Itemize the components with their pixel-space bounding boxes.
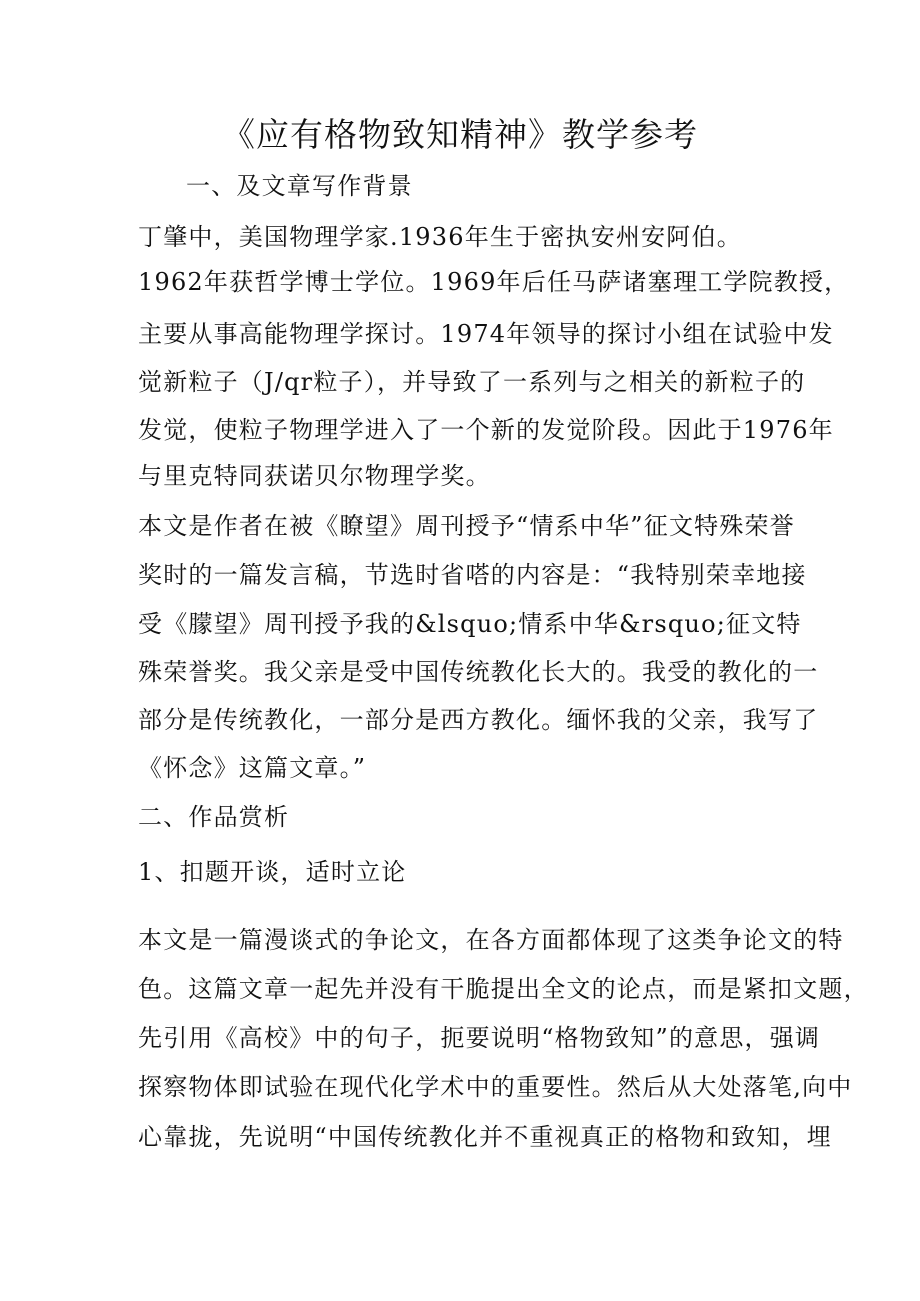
paragraph-line: 1962年获哲学博士学位。1969年后任马萨诸塞理工学院教授， (138, 268, 850, 296)
paragraph-line: 与里克特同获诺贝尔物理学奖。 (138, 462, 491, 490)
paragraph-line: 《怀念》这篇文章。” (138, 754, 367, 782)
paragraph-line: 受《朦望》周刊授予我的&lsquo;情系中华&rsquo;征文特 (138, 610, 802, 638)
paragraph-line: 奖时的一篇发言稿，节选时省嗒的内容是：“我特别荣幸地接 (138, 561, 807, 589)
paragraph-line: 本文是作者在被《瞭望》周刊授予“情系中华”征文特殊荣誉 (138, 512, 795, 540)
section-heading-background: 一、及文章写作背景 (186, 172, 413, 200)
paragraph-line: 探察物体即试验在现代化学术中的重要性。然后从大处落笔,向中 (138, 1073, 853, 1101)
paragraph-line: 殊荣誉奖。我父亲是受中国传统教化长大的。我受的教化的一 (138, 658, 819, 686)
paragraph-line: 先引用《高校》中的句子，扼要说明“格物致知”的意思，强调 (138, 1024, 821, 1052)
paragraph-line: 丁肇中，美国物理学家.1936年生于密执安州安阿伯。 (138, 223, 742, 251)
paragraph-line: 色。这篇文章一起先并没有干脆提出全文的论点，而是紧扣文题， (138, 975, 869, 1003)
section-heading-analysis: 二、作品赏析 (138, 803, 290, 831)
paragraph-line: 觉新粒子（J/qr粒子），并导致了一系列与之相关的新粒子的 (138, 368, 806, 396)
paragraph-line: 发觉，使粒子物理学进入了一个新的发觉阶段。因此于1976年 (138, 416, 834, 444)
paragraph-line: 部分是传统教化，一部分是西方教化。缅怀我的父亲，我写了 (138, 706, 819, 734)
document-title: 《应有格物致知精神》教学参考 (222, 115, 698, 154)
subsection-heading: 1、扣题开谈，适时立论 (138, 858, 407, 886)
paragraph-line: 本文是一篇漫谈式的争论文，在各方面都体现了这类争论文的特 (138, 926, 844, 954)
paragraph-line: 心靠拢，先说明“中国传统教化并不重视真正的格物和致知，埋 (138, 1123, 832, 1151)
paragraph-line: 主要从事高能物理学探讨。1974年领导的探讨小组在试验中发 (138, 320, 834, 348)
